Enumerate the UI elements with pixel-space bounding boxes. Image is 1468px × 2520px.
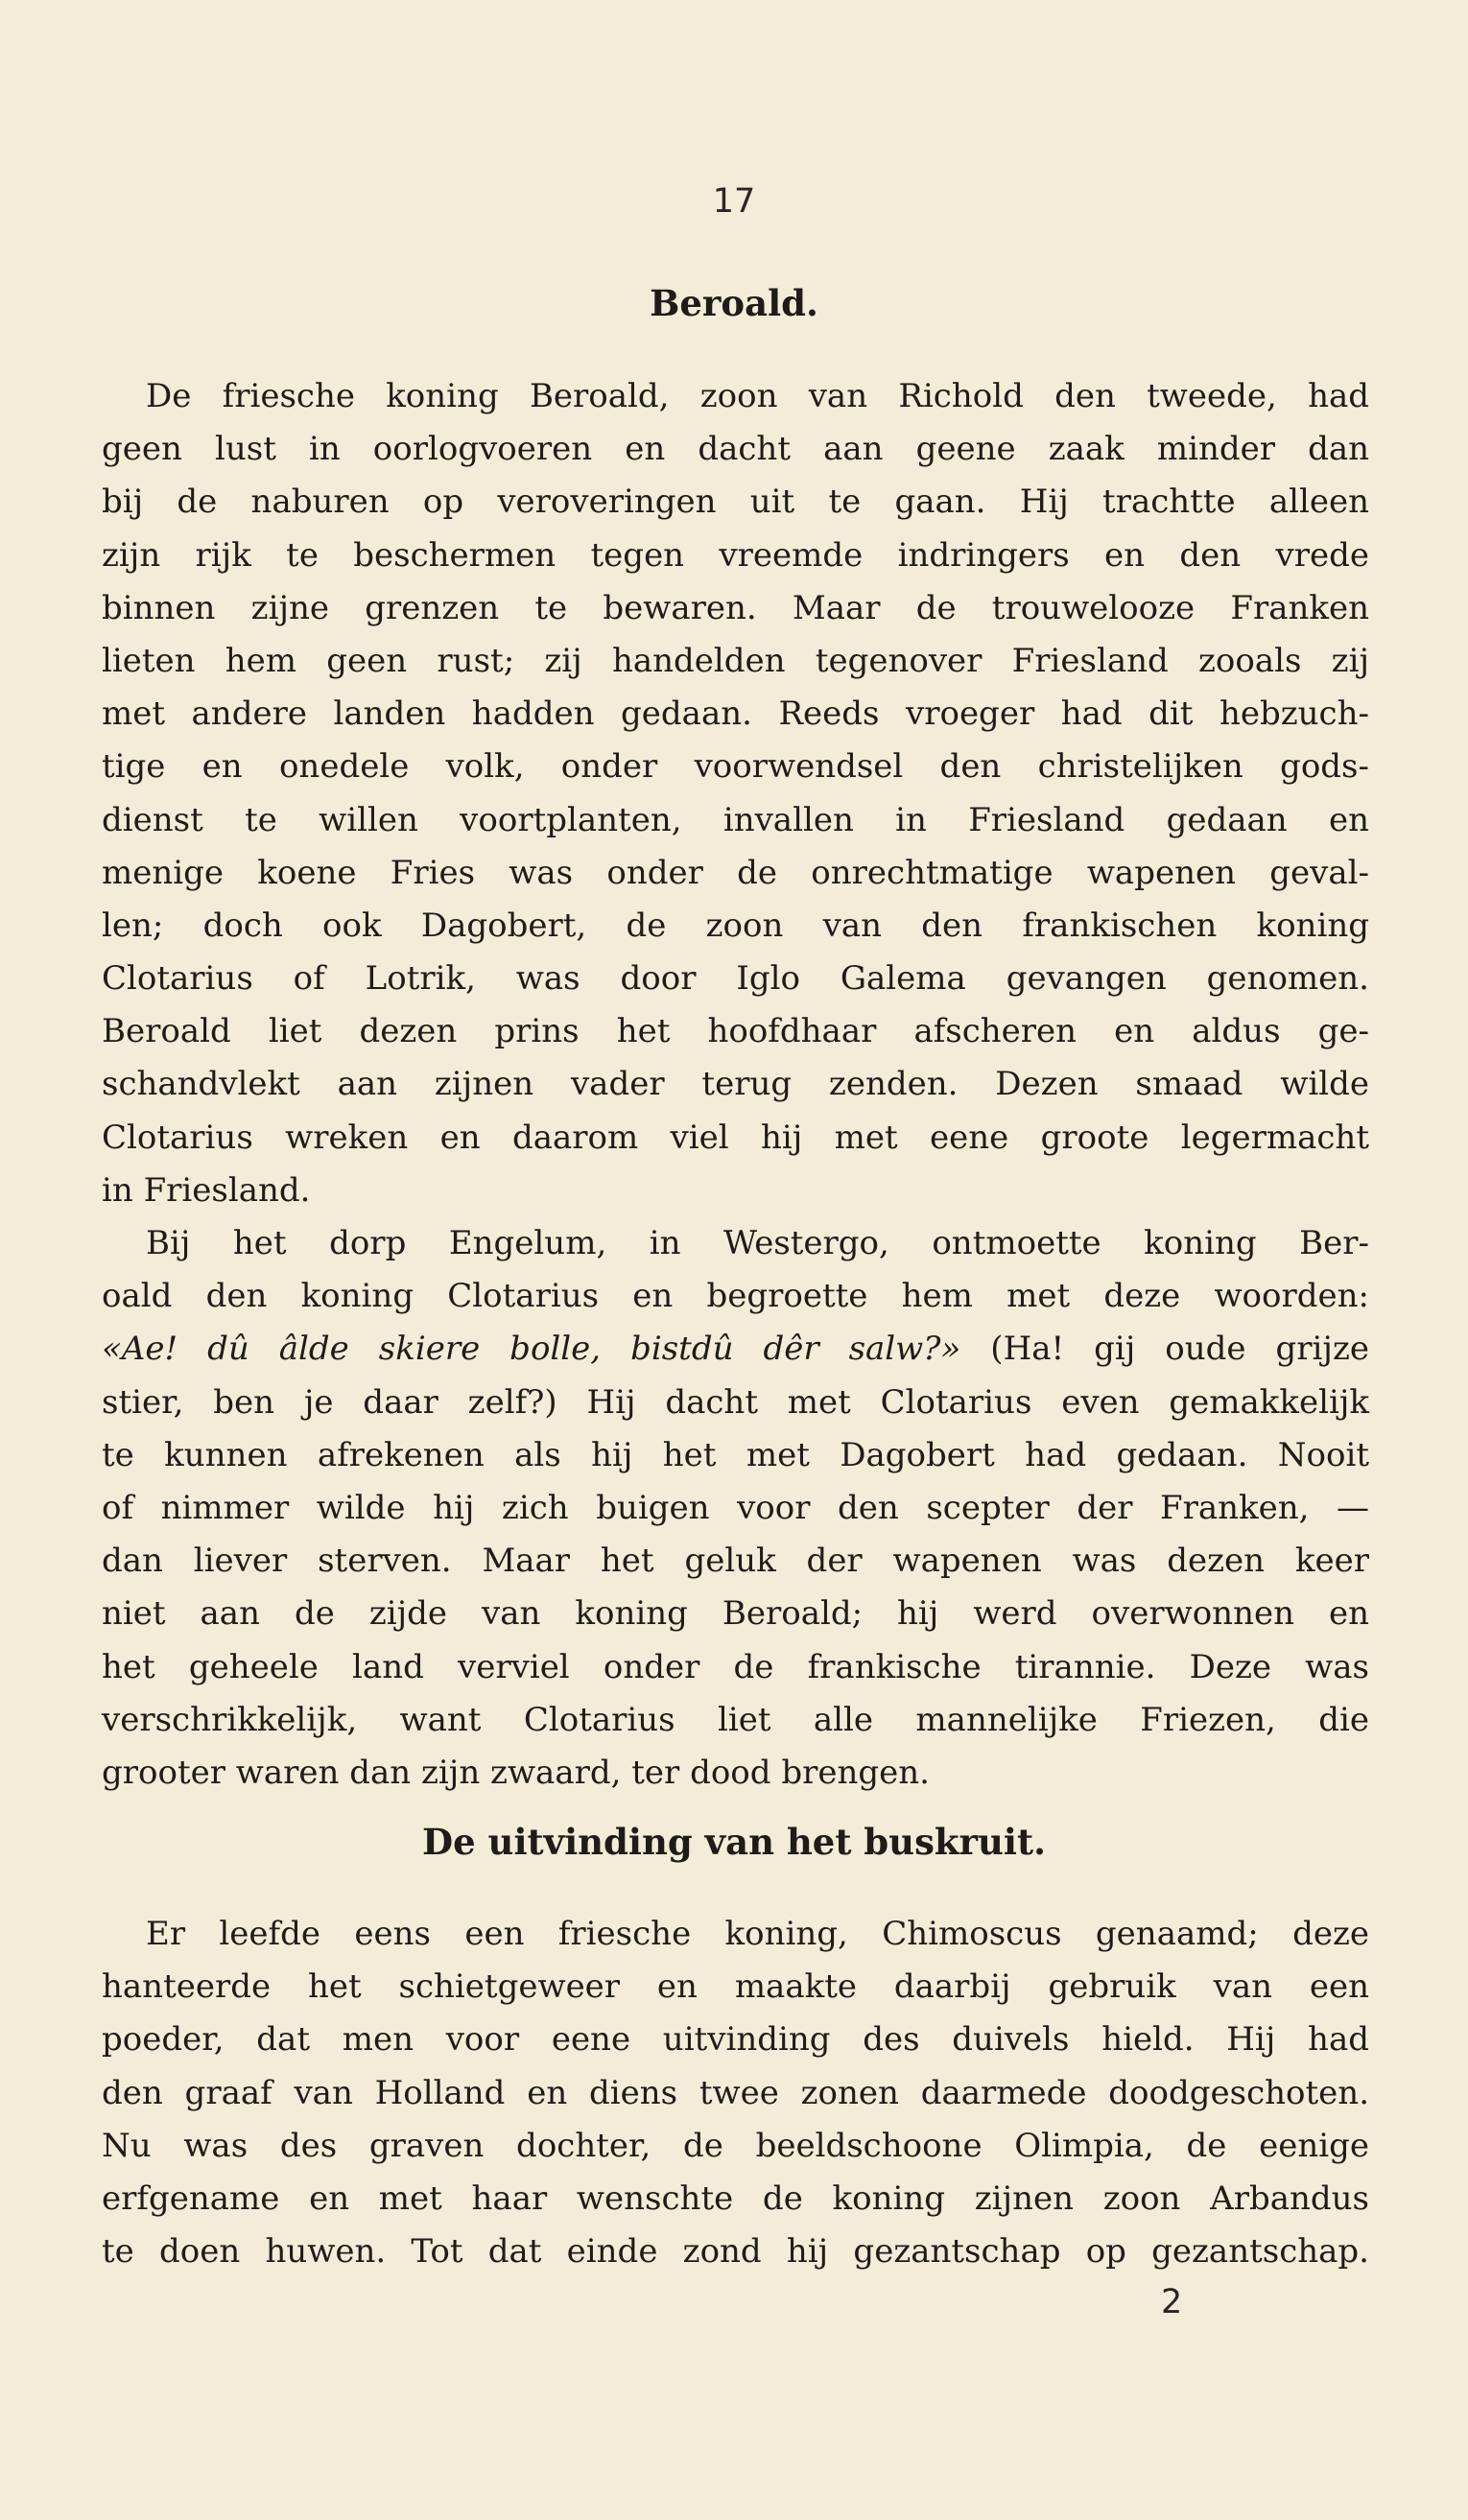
section-title-buskruit: De uitvinding van het buskruit. (422, 1821, 1046, 1863)
text-line: erfgename en met haar wenschte de koning zijnen zoon Arbandus (102, 2179, 1369, 2218)
quote-line (102, 1323, 1369, 1376)
text-line: dienst te willen voortplanten, invallen in Friesland gedaan en (102, 800, 1369, 839)
text-line: Clotarius of Lotrik, was door Iglo Galema gevangen genomen. (102, 959, 1369, 999)
text-line: het geheele land verviel onder de frankische tirannie. Deze was (102, 1647, 1369, 1686)
text-line: stier, ben je daar zelf?) Hij dacht met Clotarius even gemakkelijk (102, 1382, 1369, 1422)
text-line: hanteerde het schietgeweer en maakte daarbij gebruik van een (102, 1967, 1369, 2007)
text-line: poeder, dat men voor eene uitvinding des duivels hield. Hij had (102, 2020, 1369, 2060)
section-title-beroald: Beroald. (650, 282, 818, 324)
text-line: dan liever sterven. Maar het geluk der wapenen was dezen keer (102, 1542, 1369, 1581)
text-line: len; doch ook Dagobert, de zoon van den frankischen koning (102, 906, 1369, 945)
text-line: tige en onedele volk, onder voorwendsel den christelijken gods- (102, 747, 1369, 787)
text-line: niet aan de zijde van koning Beroald; hij werd overwonnen en (102, 1594, 1369, 1634)
text-line: of nimmer wilde hij zich buigen voor den scepter der Franken, — (102, 1488, 1369, 1527)
text-line: grooter waren dan zijn zwaard, ter dood brengen. (102, 1753, 930, 1792)
text-line: menige koene Fries was onder de onrechtmatige wapenen geval- (102, 853, 1369, 892)
text-line: geen lust in oorlogvoeren en dacht aan geene zaak minder dan (102, 430, 1369, 469)
text-line: oald den koning Clotarius en begroette hem met deze woorden: (102, 1277, 1369, 1316)
text-line: te kunnen afrekenen als hij het met Dagobert had gedaan. Nooit (102, 1435, 1369, 1474)
text-line: schandvlekt aan zijnen vader terug zenden. Dezen smaad wilde (102, 1065, 1369, 1104)
quote-translation: (Ha! gij oude grijze (960, 1330, 1370, 1369)
text-line: zijn rijk te beschermen tegen vreemde indringers en den vrede (102, 535, 1369, 575)
text-line: Clotarius wreken en daarom viel hij met eene groote legermacht (102, 1118, 1369, 1157)
text-line: met andere landen hadden gedaan. Reeds vroeger had dit hebzuch- (102, 695, 1369, 734)
text-line: Er leefde eens een friesche koning, Chimoscus genaamd; deze (146, 1915, 1369, 1953)
page-number: 17 (712, 182, 756, 221)
section-body-buskruit (102, 1908, 1369, 2278)
text-line: Bij het dorp Engelum, in Westergo, ontmoette koning Ber- (146, 1224, 1369, 1262)
text-line: den graaf van Holland en diens twee zonen daarmede doodgeschoten. (102, 2073, 1369, 2112)
text-line: De friesche koning Beroald, zoon van Richold den tweede, had (146, 377, 1369, 415)
text-line: Nu was des graven dochter, de beeldschoone Olimpia, de eenige (102, 2126, 1369, 2165)
text-line: lieten hem geen rust; zij handelden tegenover Friesland zooals zij (102, 641, 1369, 680)
section-body-beroald (102, 370, 1369, 1800)
text-line: Beroald liet dezen prins het hoofdhaar afscheren en aldus ge- (102, 1012, 1369, 1051)
text-line: verschrikkelijk, want Clotarius liet alle mannelijke Friezen, die (102, 1700, 1369, 1739)
text-line: bij de naburen op veroveringen uit te gaan. Hij trachtte alleen (102, 483, 1369, 522)
text-line: in Friesland. (102, 1170, 311, 1210)
signature-mark: 2 (1161, 2283, 1183, 2321)
text-line: binnen zijne grenzen te bewaren. Maar de trouwelooze Franken (102, 588, 1369, 627)
text-line: te doen huwen. Tot dat einde zond hij gezantschap op gezantschap. (102, 2232, 1369, 2272)
frisian-quote: «Ae! dû âlde skiere bolle, bistdû dêr salw?» (102, 1330, 961, 1369)
